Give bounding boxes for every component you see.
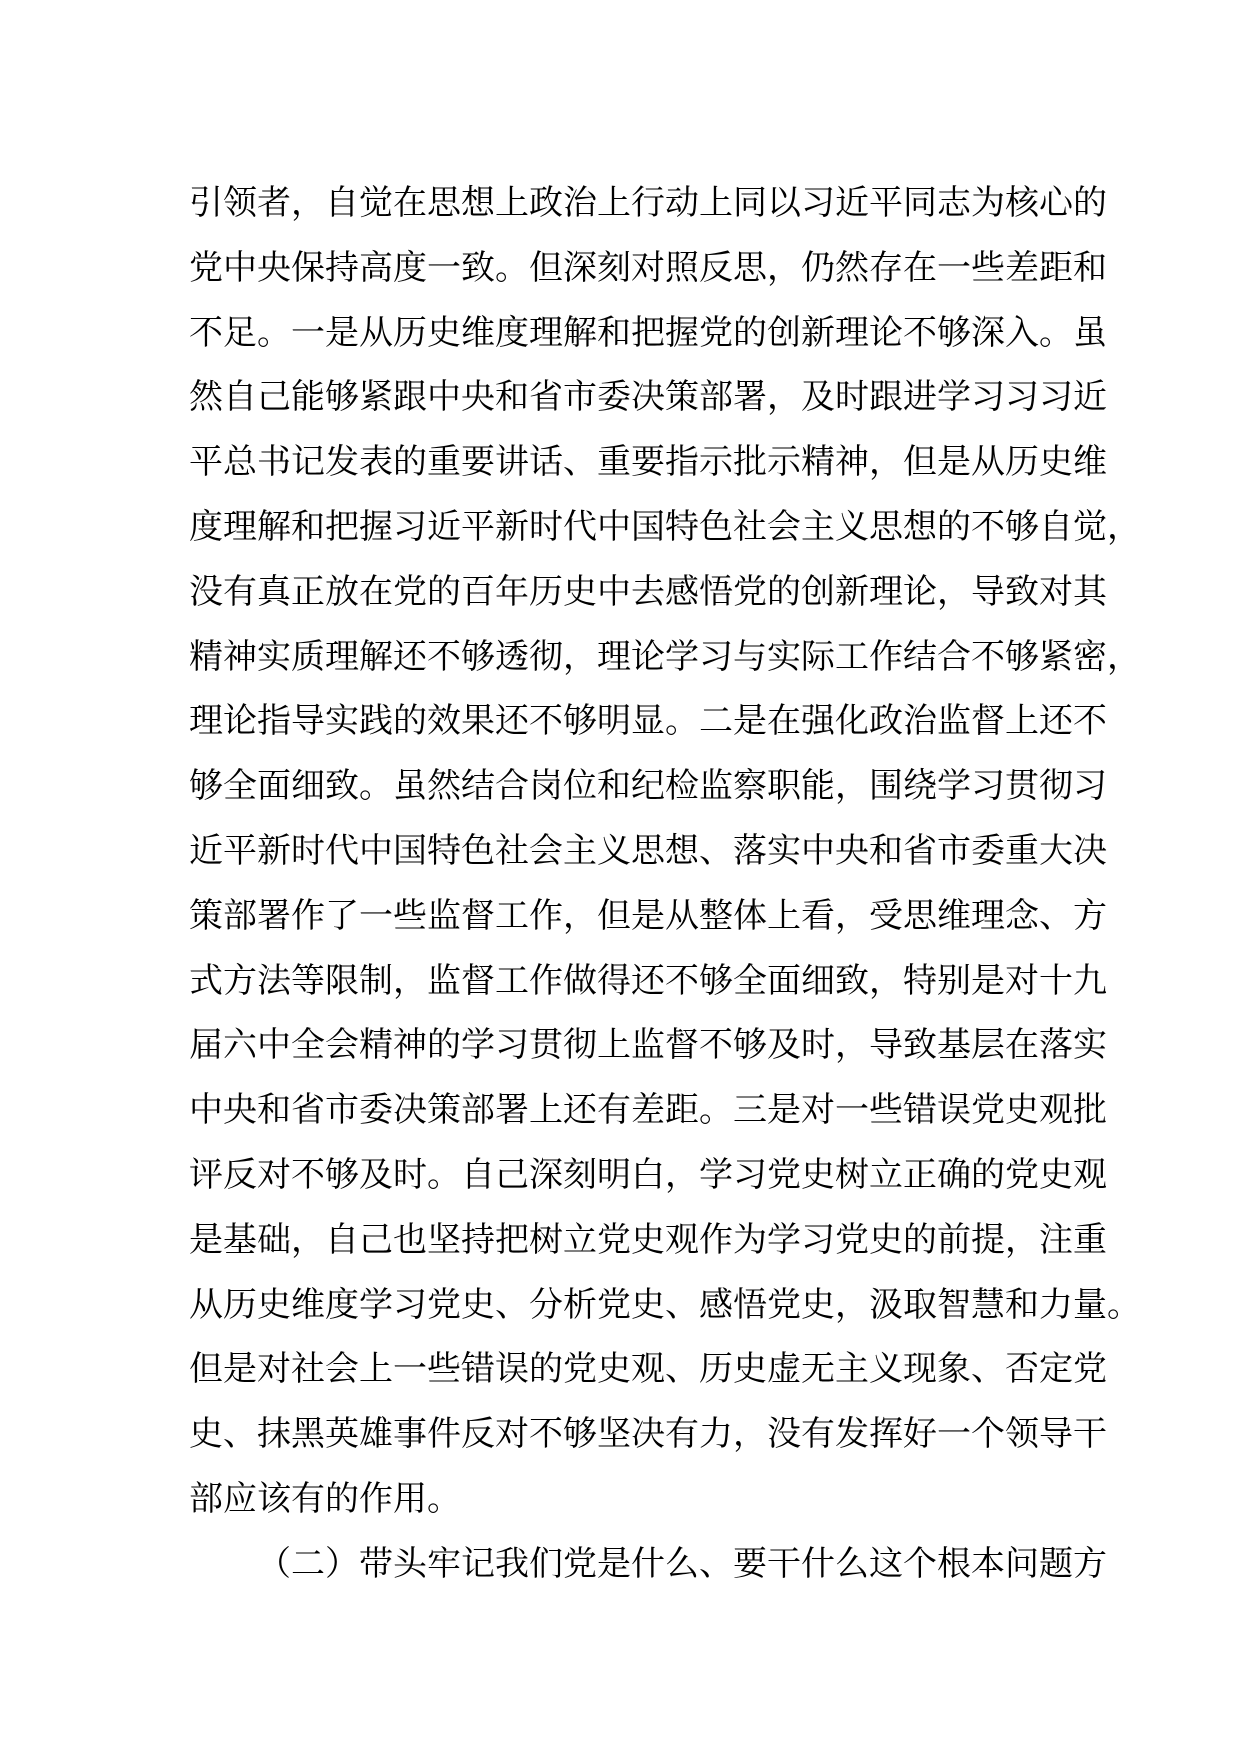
text-line: 平总书记发表的重要讲话、重要指示批示精神，但是从历史维 xyxy=(189,442,1107,483)
text-line: 不足。一是从历史维度理解和把握党的创新理论不够深入。虽 xyxy=(189,312,1107,353)
text-line: 引领者，自觉在思想上政治上行动上同以习近平同志为核心的 xyxy=(189,183,1107,223)
text-line: 评反对不够及时。自己深刻明白，学习党史树立正确的党史观 xyxy=(189,1154,1107,1195)
text-line: 没有真正放在党的百年历史中去感悟党的创新理论，导致对其 xyxy=(189,571,1107,612)
text-line: 策部署作了一些监督工作，但是从整体上看，受思维理念、方 xyxy=(189,895,1107,936)
text-line: 从历史维度学习党史、分析党史、感悟党史，汲取智慧和力量。 xyxy=(189,1284,1141,1325)
text-line: 史、抹黑英雄事件反对不够坚决有力，没有发挥好一个领导干 xyxy=(189,1414,1107,1455)
text-line: 度理解和把握习近平新时代中国特色社会主义思想的不够自觉， xyxy=(189,506,1141,547)
text-line: 但是对社会上一些错误的党史观、历史虚无主义现象、否定党 xyxy=(189,1349,1107,1390)
text-line: 理论指导实践的效果还不够明显。二是在强化政治监督上还不 xyxy=(189,701,1107,742)
text-line: 是基础，自己也坚持把树立党史观作为学习党史的前提，注重 xyxy=(189,1219,1107,1260)
text-line: 近平新时代中国特色社会主义思想、落实中央和省市委重大决 xyxy=(189,830,1107,871)
text-line: 式方法等限制，监督工作做得还不够全面细致，特别是对十九 xyxy=(189,960,1107,1001)
text-line: 部应该有的作用。 xyxy=(189,1478,461,1519)
text-line: 届六中全会精神的学习贯彻上监督不够及时，导致基层在落实 xyxy=(189,1025,1107,1066)
section-heading: （二）带头牢记我们党是什么、要干什么这个根本问题方 xyxy=(257,1543,1107,1584)
text-line: 够全面细致。虽然结合岗位和纪检监察职能，围绕学习贯彻习 xyxy=(189,766,1107,807)
body-text xyxy=(189,171,1141,1597)
text-line: 党中央保持高度一致。但深刻对照反思，仍然存在一些差距和 xyxy=(189,247,1107,288)
text-line: 精神实质理解还不够透彻，理论学习与实际工作结合不够紧密， xyxy=(189,636,1141,677)
text-line: 然自己能够紧跟中央和省市委决策部署，及时跟进学习习习近 xyxy=(189,377,1107,418)
text-line: 中央和省市委决策部署上还有差距。三是对一些错误党史观批 xyxy=(189,1090,1107,1131)
